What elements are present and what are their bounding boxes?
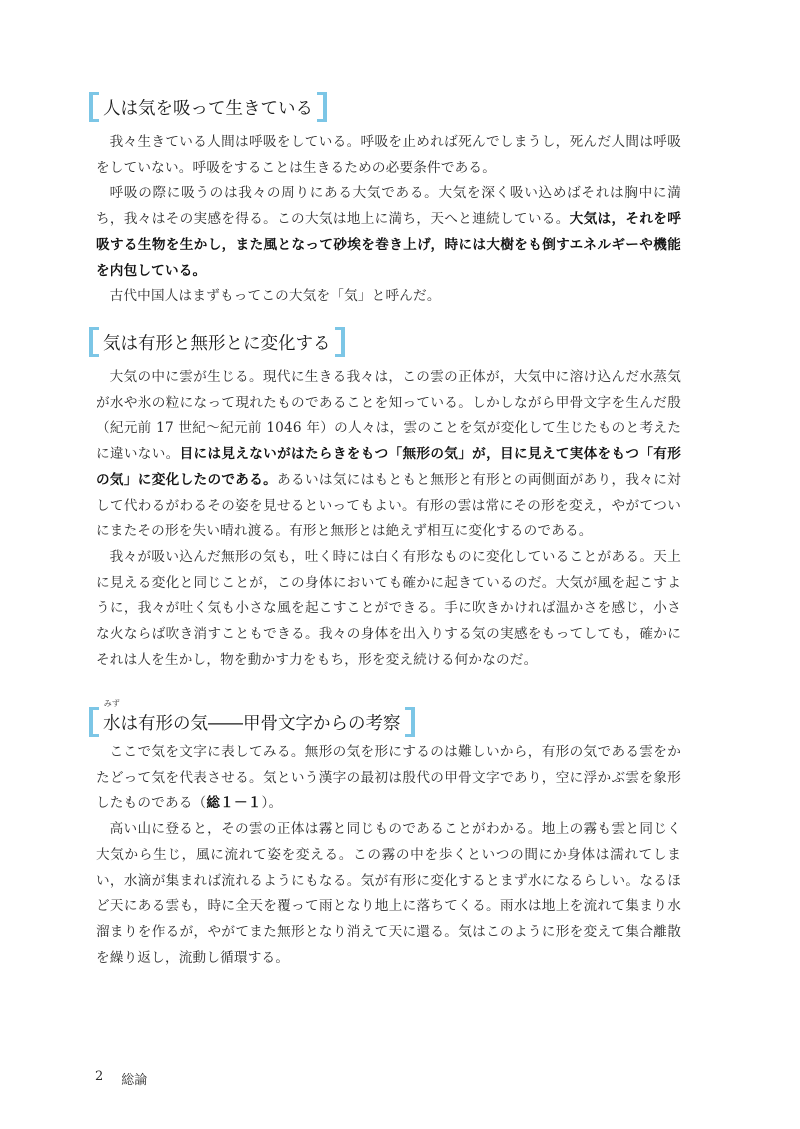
text-run: 高い山に登ると，その雲の正体は霧と同じものであることがわかる。地上の霧も雲と同じく大気から生じ，風に流れて姿を変える。この霧の中を歩くといつの間にか身体は濡れてしまい，水滴が集まれば流れるようにもなる。気が有形に変化するとまず水になるらしい。なるほど天にある雲も，時に全天を覆って雨となり地上に落ちてくる。雨水は地上を流れて集まり水溜まりを作るが，やがてまた無形となり消えて天に還る。気はこのように形を変えて集合離散を繰り返し，流動し循環する。 [96,821,681,966]
paragraph [96,284,681,310]
right-bracket-icon [404,707,416,737]
text-run: 呼吸の際に吸うのは我々の周りにある大気である。大気を深く吸い込めばそれは胸中に満ち，我々はその実感を得る。この大気は地上に満ち，天へと連続している。 [96,185,681,228]
ruby-base [103,698,121,735]
paragraph [96,365,681,545]
bold-text-run: 大気は，それを呼吸する生物を生かし，また風となって砂埃を巻き上げ，時には大樹をも倒すエネルギーや機能を内包している。 [96,211,681,279]
page-number: 2 [95,1069,104,1084]
section-title [100,698,404,735]
section-body-1 [96,130,681,310]
paragraph [96,130,681,181]
section-heading-1 [88,90,328,124]
paragraph [96,545,681,674]
text-run: ）。 [261,795,283,812]
text-run: あるいは気にはもともと無形と有形との両側面があり，我々に対して代わるがわるその姿を見せるといってもよい。有形の雲は常にその形を変え，やがてついにまたその形を失い晴れ渡る。有形と無形とは絶えず相互に変化するのである。 [96,471,681,540]
section-body-2 [96,365,681,673]
left-bracket-icon [88,327,100,357]
text-run: ここで気を文字に表してみる。無形の気を形にするのは難しいから，有形の気である雲をかたどって気を代表させる。気という漢字の最初は殷代の甲骨文字であり，空に浮かぶ雲を象形したものである（ [96,744,681,812]
page-footer [95,1069,147,1088]
left-bracket-icon [88,92,100,122]
chapter-title: 総論 [121,1073,148,1088]
bold-text-run: 総１－１ [206,795,262,812]
paragraph [96,817,681,971]
text-run: 古代中国人はまずもってこの大気を「気」と呼んだ。 [109,288,441,305]
section-title-rest: は有形の気――甲骨文字からの考察 [120,713,401,734]
bold-text-run: 目には見えないがはたらきをもつ「無形の気」が，目に見えて実体をもつ「有形の気」に変化したのである。 [96,446,681,488]
text-run: 我々が吸い込んだ無形の気も，吐く時には白く有形なものに変化していることがある。天上に見える変化と同じことが，この身体においても確かに起きているのだ。大気が風を起こすように，我々が吐く気も小さな風を起こすことができる。手に吹きかければ温かさを感じ，小さな火ならば吹き消すこともできる。我々の身体を出入りする気の実感をもってしても，確かにそれは人を生かし，物を動かす力をもち，形を変え続ける何かなのだ。 [96,548,681,668]
left-bracket-icon [88,707,100,737]
paragraph [96,740,681,817]
right-bracket-icon [334,327,346,357]
ruby-reading: みず [103,698,120,708]
section-body-3 [96,740,681,971]
text-run: 大気の中に雲が生じる。現代に生きる我々は，この雲の正体が，大気中に溶け込んだ水蒸気が水や氷の粒になって現れたものであることを知っている。しかしながら甲骨文字を生んだ殷（紀元前 17 世紀〜紀元前 1046 年）の人々は，雲のことを気が変化して生じたものと考えたに違いない。 [96,369,681,463]
section-heading-3 [88,698,416,739]
paragraph [96,181,681,284]
section-title: 気は有形と無形とに変化する [103,333,331,354]
ruby-base-text: 水 [103,713,121,734]
section-title: 人は気を吸って生きている [103,98,313,119]
section-heading-2 [88,325,346,359]
right-bracket-icon [316,92,328,122]
text-run: 我々生きている人間は呼吸をしている。呼吸を止めれば死んでしまうし，死んだ人間は呼吸をしていない。呼吸をすることは生きるための必要条件である。 [96,134,681,176]
